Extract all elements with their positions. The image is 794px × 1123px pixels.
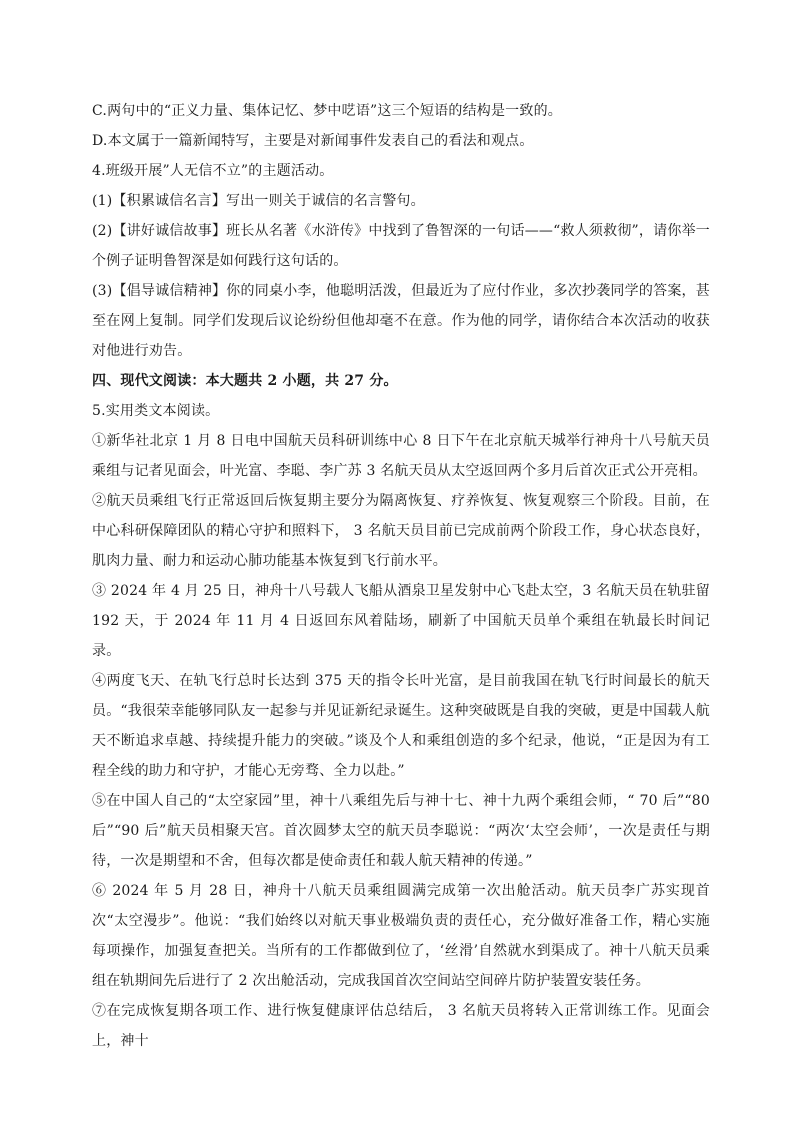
question-5-stem: 5.实用类文本阅读。 [92,403,220,419]
article-paragraph-4: ④两度飞天、在轨飞行总时长达到 375 天的指令长叶光富，是目前我国在轨飞行时间最长的航天员。“我很荣幸能够同队友一起参与并见证新纪录诞生。这种突破既是自我的突破，更是中国载人航天不断追求卓越、持续提升能力的突破。”谈及个人和乘组创造的多个纪录，他说，“正是因为有工程全线的助力和守护，才能心无旁骛、全力以赴。” [92,673,710,779]
section-heading: 四、现代文阅读：本大题共 2 小题，共 27 分。 [92,373,398,389]
question-4-part-1: (1)【积累诚信名言】写出一则关于诚信的名言警句。 [92,193,425,209]
question-4-part-2: (2)【讲好诚信故事】班长从名著《水浒传》中找到了鲁智深的一句话——“救人须救彻”，请你举一个例子证明鲁智深是如何践行这句话的。 [92,223,710,269]
question-4-stem: 4.班级开展”人无信不立”的主题活动。 [92,163,334,179]
article-paragraph-7: ⑦在完成恢复期各项工作、进行恢复健康评估总结后， 3 名航天员将转入正常训练工作。见面会上，神十 [92,1003,710,1049]
article-paragraph-6: ⑥ 2024 年 5 月 28 日，神舟十八航天员乘组圆满完成第一次出舱活动。航天员李广苏实现首次“太空漫步”。他说：“我们始终以对航天事业极端负责的责任心，充分做好准备工作，精心实施每项操作，加强复查把关。当所有的工作都做到位了，‘丝滑’自然就水到渠成了。神十八航天员乘组在轨期间先后进行了 2 次出舱活动，完成我国首次空间站空间碎片防护装置安装任务。 [92,883,710,989]
article-paragraph-5: ⑤在中国人自己的“太空家园”里，神十八乘组先后与神十七、神十九两个乘组会师，“ 70 后”“80 后”“90 后”航天员相聚天宫。首次圆梦太空的航天员李聪说：“两次‘太空会师’，一次是责任与期待，一次是期望和不舍，但每次都是使命责任和载人航天精神的传递。” [92,793,710,869]
article-paragraph-3: ③ 2024 年 4 月 25 日，神舟十八号载人飞船从酒泉卫星发射中心飞赴太空，3 名航天员在轨驻留 192 天，于 2024 年 11 月 4 日返回东风着陆场，刷新了中国航天员单个乘组在轨最长时间记录。 [92,583,710,659]
article-paragraph-2: ②航天员乘组飞行正常返回后恢复期主要分为隔离恢复、疗养恢复、恢复观察三个阶段。目前，在中心科研保障团队的精心守护和照料下， 3 名航天员目前已完成前两个阶段工作，身心状态良好，肌肉力量、耐力和运动心肺功能基本恢复到飞行前水平。 [92,493,710,569]
option-d: D.本文属于一篇新闻特写，主要是对新闻事件发表自己的看法和观点。 [92,133,534,149]
option-c: C.两句中的“正义力量、集体记忆、梦中呓语”这三个短语的结构是一致的。 [92,103,562,119]
document-body [92,96,710,1056]
question-4-part-3: (3)【倡导诚信精神】你的同桌小李，他聪明活泼，但最近为了应付作业，多次抄袭同学的答案，甚至在网上复制。同学们发现后议论纷纷但他却毫不在意。作为他的同学，请你结合本次活动的收获对他进行劝告。 [92,283,710,359]
article-paragraph-1: ①新华社北京 1 月 8 日电中国航天员科研训练中心 8 日下午在北京航天城举行神舟十八号航天员乘组与记者见面会，叶光富、李聪、李广苏 3 名航天员从太空返回两个多月后首次正式公开亮相。 [92,433,710,479]
